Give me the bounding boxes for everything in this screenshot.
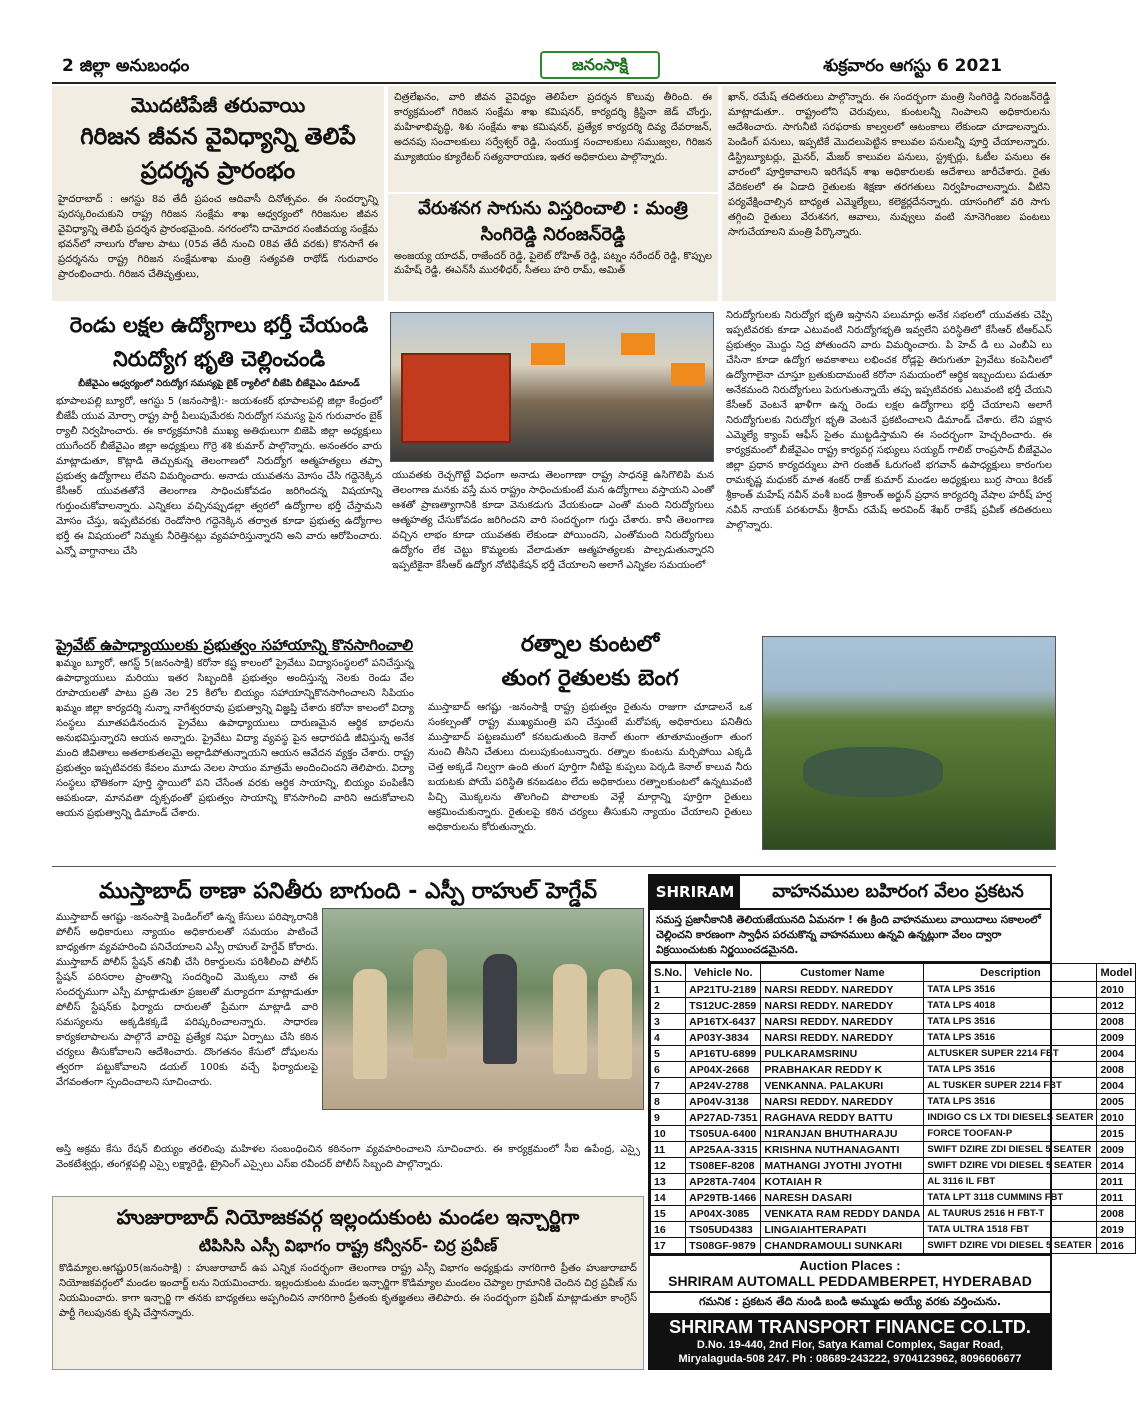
- article-tribal-exhibition: [52, 86, 384, 301]
- description-cell: SWIFT DZIRE VDI DIESEL 5 SEATER: [924, 1158, 1097, 1174]
- vehicle-number-cell: AP03Y-3834: [686, 1030, 761, 1046]
- serial-cell: 1: [651, 982, 686, 998]
- customer-name-cell: KOTAIAH R: [761, 1174, 924, 1190]
- customer-name-cell: NARSI REDDY. NAREDDY: [761, 998, 924, 1014]
- newspaper-logo: జనంసాక్షి: [540, 51, 660, 79]
- customer-name-cell: MATHANGI JYOTHI JYOTHI: [761, 1158, 924, 1174]
- customer-name-cell: NARSI REDDY. NAREDDY: [761, 1094, 924, 1110]
- auction-places: [650, 1254, 1050, 1291]
- serial-cell: 3: [651, 1014, 686, 1030]
- model-cell: 2010: [1097, 982, 1136, 998]
- auction-place: SHRIRAM AUTOMALL PEDDAMBERPET, HYDERABAD: [668, 1273, 1032, 1289]
- customer-name-cell: VENKATA RAM REDDY DANDA: [761, 1206, 924, 1222]
- customer-name-cell: NARESH DASARI: [761, 1190, 924, 1206]
- vehicle-number-cell: TS08GF-9879: [686, 1238, 761, 1254]
- table-row: [651, 1238, 1136, 1254]
- issue-date: శుక్రవారం ఆగస్టు 6 2021: [823, 56, 1002, 76]
- serial-cell: 17: [651, 1238, 686, 1254]
- customer-name-cell: NARSI REDDY. NAREDDY: [761, 1030, 924, 1046]
- vehicle-number-cell: AP27AD-7351: [686, 1110, 761, 1126]
- vehicle-number-cell: AP16TU-6899: [686, 1046, 761, 1062]
- article-body: ఖాన్, రమేష్ తదితరులు పాల్గొన్నారు. ఈ సందర్భంగా మంత్రి సింగిరెడ్డి నిరంజన్‌రెడ్డి మాట్లాడుతూ.. రాష్ట్రంలోని చెరువులు, కుంటలన్నీ నింపాలని అధికారులను ఆదేశించారు. సాగునీటి సరఫరాకు కాల్వలలో ఆటంకాలు లేకుండా చూడాలన్నారు. పెండింగ్ పనులు, ఇప్పటికే మొదలుపెట్టిన కాలువల పనులన్నీ పూర్తి చేయాలన్నారు. డిస్ట్రిబ్యూటర్లు, మైనర్, మేజర్ కాలువల పనులు, స్ట్రక్చర్లు, ఓటీల పనులు ఈ వారంలో పూర్తికావాలని ఇరిగేషన్ శాఖ అధికారులకు ఆదేశాలు జారీచేశారు. రైతు వేదికలలో ఈ ఏడాది రైతులకు శిక్షణా తరగతులు నిర్వహించాలన్నారు. వీటిని పర్యవేక్షించాల్సిన బాధ్యత ఎమ్మెల్యేలు, కలెక్టర్లదేనన్నారు. యాసంగిలో వరి సాగు తగ్గించి రైతులు వేరుశనగ, ఆవాలు, నువ్వులు వంటి నూనెగింజల పంటలు సాగుచేయాలని మంత్రి పేర్కొన్నారు.: [728, 92, 1050, 238]
- description-cell: AL TUSKER SUPER 2214 FBT: [924, 1078, 1097, 1094]
- vehicle-number-cell: AP25AA-3315: [686, 1142, 761, 1158]
- serial-cell: 16: [651, 1222, 686, 1238]
- company-block: [650, 1313, 1050, 1370]
- table-row: [651, 1062, 1136, 1078]
- model-cell: 2011: [1097, 1190, 1136, 1206]
- serial-cell: 15: [651, 1206, 686, 1222]
- table-row: [651, 1046, 1136, 1062]
- customer-name-cell: RAGHAVA REDDY BATTU: [761, 1110, 924, 1126]
- model-cell: 2014: [1097, 1158, 1136, 1174]
- customer-name-cell: PRABHAKAR REDDY K: [761, 1062, 924, 1078]
- model-cell: 2005: [1097, 1094, 1136, 1110]
- description-cell: TATA LPS 3516: [924, 1094, 1097, 1110]
- serial-cell: 7: [651, 1078, 686, 1094]
- column-header: S.No.: [651, 964, 686, 982]
- vehicle-number-cell: AP24V-2788: [686, 1078, 761, 1094]
- description-cell: TATA LPS 3516: [924, 1030, 1097, 1046]
- description-cell: TATA LPS 4018: [924, 998, 1097, 1014]
- column-header: Description: [924, 964, 1097, 982]
- customer-name-cell: N1RANJAN BHUTHARAJU: [761, 1126, 924, 1142]
- table-header-row: [651, 964, 1136, 982]
- description-cell: TATA LPT 3118 CUMMINS FBT: [924, 1190, 1097, 1206]
- article-headline-2: తుంగ రైతులకు బెంగ: [501, 666, 679, 691]
- table-row: [651, 1126, 1136, 1142]
- model-cell: 2009: [1097, 1030, 1136, 1046]
- table-row: [651, 1094, 1136, 1110]
- article-body: కొడిమ్యాల.ఆగష్టు05(జనంసాక్షి) : హుజురాబాద్ ఉప ఎన్నిక సందర్భంగా తెలంగాణ రాష్ట్ర ఎస్సీ విభాగం అధ్యక్షుడు నాగరిగారి ప్రీతం హుజురాబాద్ నియోజకవర్గంలో మండల ఇంచార్జ్ లను నియమించారు. ఇల్లందుకుంట మండల ఇన్చార్జిగా కొడిమ్యాల మండలం చెప్యాల గ్రామానికి చెందిన చిర్ర ప్రవీణ్ ను నియమించారు. కాగా ఇన్చార్జి గా తనకు బాధ్యతలు అప్పగించిన నాగరిగారి ప్రీతంకు కృతజ్ఞతలు తెలిపారు. ఈ సందర్భంగా ప్రవీణ్ మాట్లాడుతూ కాంగ్రెస్ పార్టీ గెలుపునకు కృషి చేస్తానన్నారు.: [59, 1263, 637, 1319]
- shriram-logo: SHRIRAM: [650, 876, 740, 908]
- description-cell: AL 3116 IL FBT: [924, 1174, 1097, 1190]
- article-headline: హుజురాబాద్ నియోజకవర్గ ఇల్లందుకుంట మండల ఇన్చార్జిగా: [116, 1205, 580, 1229]
- pond-photo: [762, 636, 1056, 850]
- article-headline: గిరిజన జీవన వైవిధ్యాన్ని తెలిపే ప్రదర్శన ప్రారంభం: [80, 124, 356, 184]
- vehicle-number-cell: AP28TA-7404: [686, 1174, 761, 1190]
- serial-cell: 12: [651, 1158, 686, 1174]
- model-cell: 2004: [1097, 1046, 1136, 1062]
- article-groundnut-cont: [722, 86, 1056, 301]
- article-body: అంజయ్య యాదవ్, రాజేందర్ రెడ్డి, పైలెట్ రోహిత్ రెడ్డి, పట్నం నరేందర్ రెడ్డి, కొప్పుల మహేష్ రెడ్డి, ఈఎన్‌సీ మురళీధర్, సీతలు హరి రామ్, అమిత్: [394, 251, 712, 276]
- article-groundnut: [388, 194, 718, 301]
- model-cell: 2015: [1097, 1126, 1136, 1142]
- ad-title: వాహనముల బహిరంగ వేలం ప్రకటన: [772, 881, 1024, 902]
- description-cell: FORCE TOOFAN-P: [924, 1126, 1097, 1142]
- article-body: ముస్తాబాద్ ఆగష్టు -జనంసాక్షి పెండింగ్‌లో ఉన్న కేసులు పరిష్కారానికి పోలీస్ అధికారులు న్యాయం అధికారులతో సమయం పాటించే బాధ్యతగా వ్యవహరించి పనిచేయాలని ఎస్పీ రాహుల్ హెగ్డేవ్ కోరారు. ముస్తాబాద్ పోలీస్ స్టేషన్ తనిఖీ చేసి రికార్డులను పరిశీలించి పోలీస్ స్టేషన్ పరిసరాల ప్రాంతాన్ని సందర్శించి మొక్కలు నాటి ఈ సందర్భముగా ఎస్పీ మాట్లాడుతూ ప్రజలతో మర్యాదగా మాట్లాడుతూ పోలీస్ స్టేషన్‌కు ఫిర్యాదు దారులతో ప్రేమగా మాట్లాడి వారి సమస్యలను అక్కడికక్కడే పరిష్కరించాలన్నారు. సాధారణ కార్యకలాపాలను పాల్గొనే వారిపై ప్రత్యేక నిఘా ఏర్పాటు చేసి కఠిన చర్యలు తీసుకోవాలని ఆదేశించారు. దొంగతనం కేసులో దోషులను త్వరగా పట్టుకోవాలని డయల్ 100కు వచ్చే ఫిర్యాదులపై వేగవంతంగా స్పందించాలని సూచించారు.: [56, 912, 318, 1088]
- customer-name-cell: VENKANNA. PALAKURI: [761, 1078, 924, 1094]
- customer-name-cell: LINGAIAHTERAPATI: [761, 1222, 924, 1238]
- serial-cell: 8: [651, 1094, 686, 1110]
- page-number-section: 2 జిల్లా అనుబంధం: [62, 56, 190, 76]
- article-jobs: [52, 306, 386, 628]
- person-shape: [553, 964, 587, 1074]
- table-row: [651, 1030, 1136, 1046]
- article-body: చిత్రలేఖనం, వారి జీవన వైవిధ్యం తెలిపేలా ప్రదర్శన కొలువు తీరింది. ఈ కార్యక్రమంలో గిరిజన సంక్షేమ శాఖ కమిషనర్, కార్యదర్శి క్రిస్టినా జెడ్ చోంగ్తు, మహిళాభివృద్ధి, శిశు సంక్షేమ శాఖ కమిషనర్, ప్రత్యేక కార్యదర్శి దివ్య దేవరాజన్, అదనపు సంచాలకులు సర్వేశ్వర్ రెడ్డి, సంయుక్త సంచాలకులు సముజ్వల, గిరిజన మ్యూజియం క్యూరేటర్ సత్యనారాయణ, ఇతర అధికారులు పాల్గొన్నారు.: [394, 92, 712, 163]
- bike-rally-photo: [390, 312, 714, 462]
- serial-cell: 2: [651, 998, 686, 1014]
- serial-cell: 13: [651, 1174, 686, 1190]
- pond-water-shape: [803, 747, 943, 797]
- description-cell: AL TAURUS 2516 H FBT-T: [924, 1206, 1097, 1222]
- vehicle-number-cell: TS05UA-6400: [686, 1126, 761, 1142]
- vehicle-auction-advertisement: [648, 874, 1133, 1370]
- flag-shape: [621, 333, 655, 355]
- table-row: [651, 1190, 1136, 1206]
- description-cell: TATA LPS 3516: [924, 982, 1097, 998]
- article-headline: రెండు లక్షల ఉద్యోగాలు భర్తీ చేయండి: [69, 313, 369, 337]
- table-row: [651, 1206, 1136, 1222]
- vehicle-number-cell: AP16TX-6437: [686, 1014, 761, 1030]
- article-kicker: మొదటిపేజీ తరువాయి: [130, 93, 306, 117]
- model-cell: 2004: [1097, 1078, 1136, 1094]
- vehicle-number-cell: TS08EF-8208: [686, 1158, 761, 1174]
- serial-cell: 10: [651, 1126, 686, 1142]
- table-row: [651, 1158, 1136, 1174]
- vehicle-number-cell: AP04V-3138: [686, 1094, 761, 1110]
- person-shape: [598, 969, 632, 1079]
- ad-note: గమనిక : ప్రకటన తేది నుండి బండి అమ్ముడు అయ్యే వరకు వర్తించును.: [650, 1291, 1050, 1313]
- table-row: [651, 982, 1136, 998]
- section-divider: [52, 866, 1056, 867]
- company-address: D.No. 19-440, 2nd Flor, Satya Kamal Complex, Sagar Road,: [696, 1339, 1004, 1351]
- model-cell: 2009: [1097, 1142, 1136, 1158]
- description-cell: TATA ULTRA 1518 FBT: [924, 1222, 1097, 1238]
- column-header: Vehicle No.: [686, 964, 761, 982]
- flag-shape: [671, 363, 705, 385]
- customer-name-cell: KRISHNA NUTHANAGANTI: [761, 1142, 924, 1158]
- article-body: ముస్తాబాద్ ఆగష్టు -జనంసాక్షి రాష్ట్ర ప్రభుత్వం రైతును రాజుగా చూడాలనే ఒక సంకల్పంతో రాష్ట్ర ముఖ్యమంత్రి పని చేస్తుంటే మరోపక్క అధికారులు పనితీరు ముస్తాబాద్ పట్టణములో కనబడుతుంది కెనాల్ తుంగా తూతూమంత్రంగా తుంగ నుంచి తీసిని చేతులు దులుపుకుంటున్నారు. రత్నాల కుంటను మర్చిపోయి ఎక్కడి చెత్త అక్కడే నిల్వగా ఉంది తుంగ పూర్తిగా నీటిపై కుప్పలు పెర్కడి కెనాల్ కాలువ నీరు బయటకు పోయే పరిస్థితి కనబడటం లేదు అధికారులు రత్నాలకుంటలో ఉన్నటువంటి పిచ్చి మొక్కలను తొలగించి పొలాలకు వెళ్లే మార్గాన్ని పూర్తిగా రైతులు ఆక్రమించుకున్నారు. రైతులపై కఠిన చర్యలు తీసుకుని న్యాయం చేయాలని రైతులు అధికారులను కోరుతున్నారు.: [428, 702, 752, 833]
- table-row: [651, 1014, 1136, 1030]
- article-tribal-exhibition-cont: [388, 86, 718, 192]
- article-jobs-cont: [388, 466, 718, 628]
- flag-shape: [531, 343, 565, 365]
- description-cell: SWIFT DZIRE ZDI DIESEL 5 SEATER: [924, 1142, 1097, 1158]
- serial-cell: 14: [651, 1190, 686, 1206]
- table-row: [651, 1142, 1136, 1158]
- serial-cell: 11: [651, 1142, 686, 1158]
- model-cell: 2010: [1097, 1110, 1136, 1126]
- article-headline: రత్నాల కుంటలో: [520, 632, 660, 657]
- model-cell: 2012: [1097, 998, 1136, 1014]
- vehicle-number-cell: TS05UD4383: [686, 1222, 761, 1238]
- serial-cell: 6: [651, 1062, 686, 1078]
- model-cell: 2016: [1097, 1238, 1136, 1254]
- description-cell: TATA LPS 3516: [924, 1062, 1097, 1078]
- description-cell: INDIGO CS LX TDI DIESELS SEATER: [924, 1110, 1097, 1126]
- person-shape: [353, 969, 387, 1079]
- description-cell: SWIFT DZIRE VDI DIESEL 5 SEATER: [924, 1238, 1097, 1254]
- serial-cell: 5: [651, 1046, 686, 1062]
- serial-cell: 4: [651, 1030, 686, 1046]
- bus-shape: [401, 353, 511, 443]
- column-header: Model: [1097, 964, 1136, 982]
- police-tree-planting-photo: [322, 908, 644, 1110]
- article-rathnala-kunta: [424, 626, 756, 856]
- company-name: SHRIRAM TRANSPORT FINANCE CO.LTD.: [669, 1317, 1031, 1337]
- description-cell: TATA LPS 3516: [924, 1014, 1097, 1030]
- article-body: భూపాలపల్లి బ్యూరో, ఆగస్టు 5 (జనంసాక్షి):- జయశంకర్ భూపాలపల్లి జిల్లా కేంద్రంలో బీజేపీ యువ మోర్చా రాష్ట్ర పార్టీ పిలుపుమేరకు నిరుద్యోగ సమస్య పైన గురువారం బైక్ ర్యాలీ నిర్వహించారు. ఈ కార్యక్రమానికి ముఖ్య అతిథులుగా బిజెపి జిల్లా అధ్యక్షులు యుగేందర్ బీజేవైఎం జిల్లా అధ్యక్షులు గొర్రె శశి కుమార్ పాల్గొన్నారు. అనంతరం వారు మాట్లాడుతూ, కొట్లాడి తెచ్చుకున్న తెలంగాణలో నిరుద్యోగ ఆత్మహత్యలు తప్పా ప్రభుత్వ ఉద్యోగాలు లేవని విమర్శించారు. అనాడు యువతను మోసం చేసి గద్దెనెక్కిన కేసీఆర్ యువతతోనే తెలంగాణ సాధించుకోవడం జరిగిందన్న విషయాన్ని గుర్తుంచుకోవాలన్నారు. ఎన్నికలు వచ్చినప్పుడల్లా త్వరలో ఉద్యోగాల భర్తీ చేస్తామని మోసం చేస్తు, ఇప్పటివరకు రెండోసారి గద్దెనెక్కిన తర్వాత కూడా ప్రభుత్వ ఉద్యోగాల భర్తీ ఈ విషయంలో నిమ్మకు నీరెత్తినట్లు వ్యవహరిస్తున్నారని అని వారు ఆరోపించారు. ఎన్నో వాగ్దానాలు చేసి: [56, 396, 382, 557]
- model-cell: 2008: [1097, 1206, 1136, 1222]
- person-shape: [483, 954, 517, 1064]
- vehicle-number-cell: AP21TU-2189: [686, 982, 761, 998]
- vehicle-number-cell: AP29TB-1466: [686, 1190, 761, 1206]
- vehicle-number-cell: AP04X-3085: [686, 1206, 761, 1222]
- article-body: ఖమ్మం బ్యూరో, ఆగస్ట్ 5(జనంసాక్షి) కరోనా కష్ట కాలంలో ప్రైవేటు విద్యాసంస్థలలో పనిచేస్తున్న ఉపాధ్యాయులు మరియు ఇతర సిబ్బందికి ప్రభుత్వం అందిస్తున్న నెలకు రెండు వేల రూపాయలతో పాటు ప్రతి నెల 25 కిలోల బియ్యం సహాయాన్నికొనసాగించాలని సిపియం ఖమ్మం జిల్లా కార్యదర్శి నున్నా నాగేశ్వరరావు ప్రభుత్వాన్ని విజ్ఞప్తి చేశారు కరోనా కాలంలో విద్యా సంస్థలు మూతపడినందున ప్రైవేటు ఉపాధ్యాయులు దారుణమైన ఆర్థిక బాధలను అనుభవిస్తున్నారని ఆయన అన్నారు. ప్రైవేటు విద్యా వ్యవస్థ పైన ఆధారపడి జీవిస్తున్న అనేక మంది జీవితాలు అతలాకుతలమై అల్లాడిపోతున్నాయని ఆయన ఆవేదన వ్యక్తం చేశారు. రాష్ట్ర ప్రభుత్వం ఇప్పటివరకు కేవలం మూడు నెలల సాయం మాత్రమే అందించిందని తెలిపారు. విద్యా సంస్థలు భౌతికంగా పూర్తి స్థాయిలో పని చేసేంత వరకు ఆర్థిక సాయాన్ని, బియ్యం పంపిణీని ఆపకుండా, మానవతా దృక్పథంతో ప్రభుత్వం సాయాన్ని కొనసాగించి వారిని ఆదుకోవాలని ఆయన ప్రభుత్వాన్ని డిమాండ్ చేశారు.: [56, 658, 414, 819]
- article-jobs-cont-2: [722, 306, 1056, 602]
- auction-label: Auction Places :: [799, 1258, 901, 1273]
- article-headline-2: నిరుద్యోగ భృతి చెల్లించండి: [112, 347, 326, 371]
- company-contact: Miryalaguda-508 247. Ph : 08689-243222, 9704123962, 8096606677: [678, 1353, 1022, 1365]
- table-row: [651, 998, 1136, 1014]
- customer-name-cell: CHANDRAMOULI SUNKARI: [761, 1238, 924, 1254]
- model-cell: 2011: [1097, 1174, 1136, 1190]
- article-headline: ప్రైవేట్ ఉపాధ్యాయులకు ప్రభుత్వం సహాయాన్ని కొనసాగించాలి: [56, 636, 414, 654]
- vehicle-number-cell: AP04X-2668: [686, 1062, 761, 1078]
- model-cell: 2008: [1097, 1014, 1136, 1030]
- article-subheadline: బీజేవైఎం ఆధ్వర్యంలో నిరుద్యోగ సమస్యపై బైక్ ర్యాలీలో బీజేపి బీజేవైఎం డిమాండ్: [78, 379, 360, 389]
- description-cell: ALTUSKER SUPER 2214 FBT: [924, 1046, 1097, 1062]
- person-shape: [413, 949, 447, 1059]
- article-headline: ముస్తాబాద్ ఠాణా పనితీరు బాగుంది - ఎస్పీ రాహుల్ హెగ్డేవ్: [99, 879, 597, 904]
- ad-header: [650, 876, 1050, 910]
- article-body: నిరుద్యోగులకు నిరుద్యోగ భృతి ఇస్తానని పలుమార్లు అనేక సభలలో యువతకు చెప్పి ఇప్పటివరకు కూడా ఎటువంటి నిరుద్యోగభృతి ఇవ్వలేని పరిస్థితిలో కేసీఆర్ టీఆర్ఎస్ ప్రభుత్వం మొద్దు నిద్ర పోతుందని వారు విమర్శించారు. పి హెచ్ డి లు ఎంబీఏ లు చేసినా కూడా ఉద్యోగ అవకాశాలు లభించక రోడ్లపై తిరుగుతూ ప్రైవేటు కంపెనీలలో ఉద్యోగాలైనా చూస్తూ బ్రతుకుదామంటే కరోనా సమయంలో ఆర్థిక ఇబ్బందులు పడుతూ అనేకమంది నిరుద్యోగులు పెరుగుతున్నాయే తప్ప ఇప్పటివరకు ఎటువంటి భర్తీ చేయని కేసీఆర్ వెంటనే ఖాళీగా ఉన్న రెండు లక్షల ఉద్యోగాలు భర్తీ చేయాలని అలాగే నిరుద్యోగులకు నిరుద్యోగ భృతి వెంటనే ప్రకటించాలని డిమాండ్ చేశారు. లేని పక్షాన ఎమ్మెల్యే క్యాంప్ ఆఫీస్ సైతం ముట్టడిస్తామని ఈ సందర్భంగా హెచ్చరించారు. ఈ కార్యక్రమంలో బీజేవైఎం రాష్ట్ర కార్యవర్గ సభ్యులు సయ్యద్ గాలిబ్ రాంప్రసాద్ బీజేవైఎం జిల్లా ప్రధాన కార్యదర్శులు పాగె రంజిత్ ఓరుగంటి భగవాన్ ఉపాధ్యక్షులు కారంగుల రామకృష్ణ మధుకర్ మాత శంకర్ రాజ్ కుమార్ మండల అధ్యక్షులు బుర్ర సాయి కిరణ్ శ్రీకాంత్ మహేష్ నవీన్ వంశీ బండ శ్రీకాంత్ అర్జున్ ప్రధాన కార్యదర్శి వేషాల హరీష్ హర్ష నవీన్ నాయక్ పరశురామ్ శ్రీరామ్ రమేష్ అరవింద్ శేఖర్ రాకేష్ ప్రవీణ్ తదితరులు పాల్గొన్నారు.: [726, 310, 1052, 531]
- article-private-teachers: [52, 632, 418, 858]
- serial-cell: 9: [651, 1110, 686, 1126]
- table-row: [651, 1110, 1136, 1126]
- model-cell: 2008: [1097, 1062, 1136, 1078]
- table-row: [651, 1222, 1136, 1238]
- article-body: హైదరాబాద్ : ఆగస్టు 8వ తేదీ ప్రపంచ ఆదివాసీ దినోత్సవం. ఈ సందర్భాన్ని పురస్కరించుకుని రాష్ట్ర గిరిజన సంక్షేమ శాఖ ఆధ్వర్యంలో గిరిజనుల జీవన వైవిధ్యాన్ని తెలిపే ప్రదర్శన ప్రారంభమైంది. నగరంలోని దామోదర సంజీవయ్య సంక్షేమ భవన్‌లో నాలుగు రోజుల పాటు (05వ తేదీ నుంచి 08వ తేదీ వరకు) కొనసాగే ఈ ప్రదర్శనను రాష్ట్ర గిరిజన సంక్షేమశాఖ మంత్రి సత్యవతి రాథోడ్ గురువారం ప్రారంభించారు. గిరిజన చేతివృత్తులు,: [58, 194, 378, 280]
- ad-notice: సమస్త ప్రజానీకానికి తెలియజేయునది ఏమనగా ! ఈ క్రింది వాహనములు వాయిదాలు సకాలంలో చెల్లించని కారణంగా స్వాధీన పరచుకొన్న వాహనములు ఉన్నవి ఉన్నట్లుగా వేలం ద్వారా విక్రయించుటకు నిర్ణయించడమైనది.: [650, 910, 1050, 963]
- column-header: Customer Name: [761, 964, 924, 982]
- customer-name-cell: NARSI REDDY. NAREDDY: [761, 982, 924, 998]
- page-header: [52, 48, 1056, 84]
- article-body: యువతకు రెచ్చగొట్టే విధంగా అనాడు తెలంగాణా రాష్ట్ర సాధనకై ఉసిగొలిపి మన తెలంగాణ మనకు వస్తే మన రాష్ట్రం సాధించుకుంటే మన ఉద్యోగాలు వస్తాయని ఎంతో ఆశతో ప్రాణత్యాగానికి కూడా వెనుకడుగు వేయకుండా ఎంతో మంది నిరుద్యోగులు ఆత్మహత్య చేసుకోవడం జరిగిందని వారి సందర్భంగా గుర్తు చేశారు. కానీ తెలంగాణ వచ్చిన లాభం కూడా యువతకు లేకుండా పోయిందని, ఎంతోమంది నిరుద్యోగులు ఉద్యోగం లేక చెట్టు కొమ్మలకు వేలాడుతూ ఆత్మహత్యలకు పాల్పడుతున్నారని ఇప్పటికైనా కేసీఆర్ ఉద్యోగ నోటిఫికేషన్ భర్తీ చేయాలని అలాగే ఎన్నికల సమయంలో: [392, 470, 714, 571]
- table-row: [651, 1174, 1136, 1190]
- article-body-2: అస్తి అక్రమ కేసు రేషన్ బియ్యం తరలింపు మహిళల సంబంధించిన కఠినంగా వ్యవహరించాలని సూచించారు. ఈ కార్యక్రమంలో సీఐ ఉపేంద్ర, ఎస్సై వెంకటేశ్వర్లు, తంగళ్లపల్లి ఎస్సై లక్ష్మారెడ్డి, ట్రైనింగ్ ఎస్సైలు ఎస్ఐ రవీందర్ పోలీస్ సిబ్బంది పాల్గొన్నారు.: [56, 1144, 640, 1170]
- table-row: [651, 1078, 1136, 1094]
- model-cell: 2019: [1097, 1222, 1136, 1238]
- customer-name-cell: PULKARAMSRINU: [761, 1046, 924, 1062]
- article-subheadline: టిపిసిసి ఎస్సీ విభాగం రాష్ట్ర కన్వీనర్- చిర్ర ప్రవీణ్: [198, 1236, 498, 1255]
- vehicle-table: [650, 963, 1136, 1254]
- article-huzurabad: [52, 1196, 644, 1370]
- customer-name-cell: NARSI REDDY. NAREDDY: [761, 1014, 924, 1030]
- vehicle-number-cell: TS12UC-2859: [686, 998, 761, 1014]
- article-headline: వేరుశనగ సాగును విస్తరించాలి : మంత్రి సింగిరెడ్డి నిరంజన్‌రెడ్డి: [418, 198, 688, 245]
